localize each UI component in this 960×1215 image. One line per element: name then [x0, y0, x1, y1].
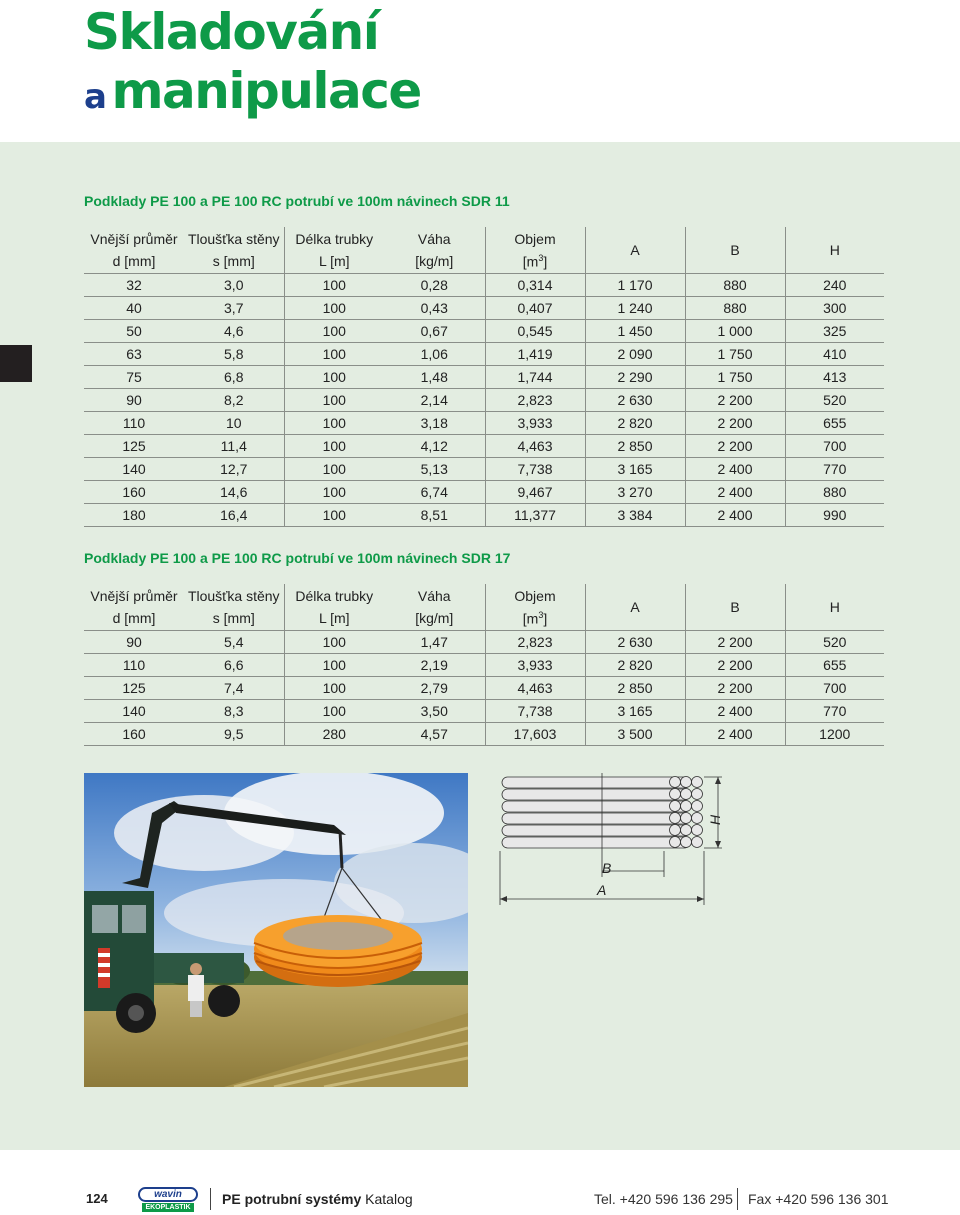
table-cell: 90	[84, 388, 184, 411]
header-cell-h: H	[785, 227, 884, 273]
header-cell: Objem	[485, 584, 585, 607]
table-cell: 3 384	[585, 503, 685, 526]
table-cell: 655	[785, 411, 884, 434]
table-cell: 3 165	[585, 699, 685, 722]
table-cell: 2 850	[585, 434, 685, 457]
table-cell: 100	[284, 388, 384, 411]
table-cell: 100	[284, 434, 384, 457]
table-cell: 1 170	[585, 273, 685, 296]
table-cell: 9,5	[184, 722, 284, 745]
table-cell: 14,6	[184, 480, 284, 503]
diagram-label-b: B	[602, 860, 612, 876]
table-row	[84, 273, 884, 296]
footer-fax: Fax +420 596 136 301	[748, 1191, 889, 1207]
table-cell: 7,4	[184, 676, 284, 699]
table-cell: 2,79	[384, 676, 485, 699]
footer-divider	[210, 1188, 211, 1210]
header-cell: Délka trubky	[284, 584, 384, 607]
header-cell: Tloušťka stěny	[187, 230, 280, 247]
table-cell: 8,3	[184, 699, 284, 722]
table-cell: 5,8	[184, 342, 284, 365]
table-cell: 3,933	[485, 653, 585, 676]
table-cell: 6,8	[184, 365, 284, 388]
table-cell: 110	[84, 411, 184, 434]
table-cell: 3,18	[384, 411, 485, 434]
table-cell: 300	[785, 296, 884, 319]
table-cell: 140	[84, 457, 184, 480]
table-row	[84, 630, 884, 653]
table-cell: 880	[685, 273, 785, 296]
title-line-2	[84, 62, 421, 126]
side-tab-marker	[0, 345, 32, 382]
table-cell: 1 240	[585, 296, 685, 319]
crane-truck-photo	[84, 773, 468, 1087]
table-cell: 520	[785, 388, 884, 411]
table-header-row-1	[84, 584, 884, 607]
table-cell: 240	[785, 273, 884, 296]
footer-divider	[737, 1188, 738, 1210]
table-cell: 0,43	[384, 296, 485, 319]
table-cell: 2,19	[384, 653, 485, 676]
table-cell: 2 850	[585, 676, 685, 699]
table-cell: 100	[284, 273, 384, 296]
table-cell: 100	[284, 699, 384, 722]
table-cell: 3,50	[384, 699, 485, 722]
table-cell: 100	[284, 480, 384, 503]
table-cell: 4,6	[184, 319, 284, 342]
table-cell: 0,314	[485, 273, 585, 296]
table-cell: 100	[284, 653, 384, 676]
table-cell: 1,744	[485, 365, 585, 388]
table-cell: 0,407	[485, 296, 585, 319]
table-cell: 5,4	[184, 630, 284, 653]
table-cell: 4,12	[384, 434, 485, 457]
header-cell: s [mm]	[184, 250, 284, 273]
header-cell: Objem	[485, 227, 585, 250]
unit-m: [m	[522, 253, 539, 270]
table-cell: 770	[785, 699, 884, 722]
table-cell: 100	[284, 503, 384, 526]
table-cell: 2 820	[585, 411, 685, 434]
table-cell: 280	[284, 722, 384, 745]
table-cell: 1,06	[384, 342, 485, 365]
logo-ekoplastik-text: EKOPLASTIK	[142, 1203, 194, 1212]
table-cell: 2 400	[685, 457, 785, 480]
table-cell: 2 630	[585, 630, 685, 653]
table-body	[84, 273, 884, 526]
title-line-2-text: manipulace	[111, 62, 421, 120]
header-cell: d [mm]	[84, 607, 184, 630]
header-cell-a: A	[585, 227, 685, 273]
table-cell: 11,4	[184, 434, 284, 457]
header-cell-b: B	[685, 584, 785, 630]
table-cell: 100	[284, 296, 384, 319]
table-cell: 8,2	[184, 388, 284, 411]
table-cell: 1 450	[585, 319, 685, 342]
table-cell: 100	[284, 457, 384, 480]
table-cell: 325	[785, 319, 884, 342]
table-row	[84, 411, 884, 434]
table-cell: 7,738	[485, 699, 585, 722]
table-cell: 520	[785, 630, 884, 653]
table-cell: 700	[785, 434, 884, 457]
header-cell: [kg/m]	[384, 250, 485, 273]
table-cell: 11,377	[485, 503, 585, 526]
table-cell: 75	[84, 365, 184, 388]
table-cell: 1 750	[685, 342, 785, 365]
table-cell: 2 200	[685, 388, 785, 411]
table-cell: 100	[284, 411, 384, 434]
table-cell: 100	[284, 365, 384, 388]
table-cell: 0,28	[384, 273, 485, 296]
table-row	[84, 365, 884, 388]
table-cell: 125	[84, 434, 184, 457]
table-cell: 990	[785, 503, 884, 526]
table-cell: 110	[84, 653, 184, 676]
table-cell: 1,47	[384, 630, 485, 653]
header-cell: [kg/m]	[384, 607, 485, 630]
table-cell: 2 820	[585, 653, 685, 676]
wavin-ekoplastik-logo	[138, 1187, 198, 1213]
table-row	[84, 434, 884, 457]
table-cell: 770	[785, 457, 884, 480]
table-cell: 90	[84, 630, 184, 653]
header-cell: L [m]	[284, 607, 384, 630]
page-title	[84, 0, 421, 126]
header-cell-b: B	[685, 227, 785, 273]
header-cell: s [mm]	[184, 607, 284, 630]
table-cell: 2 200	[685, 630, 785, 653]
table-cell: 1,419	[485, 342, 585, 365]
header-cell-h: H	[785, 584, 884, 630]
header-cell-a: A	[585, 584, 685, 630]
table-row	[84, 699, 884, 722]
sdr17-table	[84, 584, 884, 746]
table-cell: 2 200	[685, 434, 785, 457]
table-cell: 63	[84, 342, 184, 365]
table-cell: 2 290	[585, 365, 685, 388]
table-cell: 4,57	[384, 722, 485, 745]
table-cell: 17,603	[485, 722, 585, 745]
table-cell: 2,14	[384, 388, 485, 411]
unit-exponent: 3	[538, 609, 544, 620]
header-cell: Tloušťka stěny	[187, 587, 280, 604]
table-cell: 7,738	[485, 457, 585, 480]
table-row	[84, 342, 884, 365]
table-cell: 100	[284, 630, 384, 653]
table-cell: 160	[84, 480, 184, 503]
table-cell: 50	[84, 319, 184, 342]
table-row	[84, 388, 884, 411]
table-cell: 655	[785, 653, 884, 676]
table-cell: 880	[685, 296, 785, 319]
title-line-1: Skladování	[84, 3, 379, 61]
title-prefix-a: a	[84, 77, 106, 117]
catalog-bold-text: PE potrubní systémy	[222, 1191, 362, 1207]
table-cell: 6,6	[184, 653, 284, 676]
table-cell: 100	[284, 676, 384, 699]
header-cell-volume-unit	[485, 607, 585, 630]
table-row	[84, 676, 884, 699]
table-cell: 2 200	[685, 411, 785, 434]
table-cell: 3 270	[585, 480, 685, 503]
diagram-label-a: A	[597, 882, 607, 898]
header-cell: Váha	[417, 230, 451, 247]
table-cell: 3,7	[184, 296, 284, 319]
table-cell: 5,13	[384, 457, 485, 480]
table-cell: 1 750	[685, 365, 785, 388]
table-cell: 3 500	[585, 722, 685, 745]
unit-bracket: ]	[543, 610, 548, 627]
table-cell: 880	[785, 480, 884, 503]
table-row	[84, 296, 884, 319]
table-cell: 3,0	[184, 273, 284, 296]
catalog-label	[222, 1191, 413, 1207]
table-cell: 2 200	[685, 653, 785, 676]
table-cell: 160	[84, 722, 184, 745]
table-cell: 413	[785, 365, 884, 388]
table-cell: 2 400	[685, 699, 785, 722]
table-cell: 1 000	[685, 319, 785, 342]
header-cell: Vnější průměr	[90, 587, 178, 604]
section-2-title: Podklady PE 100 a PE 100 RC potrubí ve 100m návinech SDR 17	[84, 550, 511, 566]
header-cell: Váha	[417, 587, 451, 604]
table-cell: 0,545	[485, 319, 585, 342]
header-cell: Vnější průměr	[90, 230, 178, 247]
table-cell: 180	[84, 503, 184, 526]
table-cell: 140	[84, 699, 184, 722]
table-cell: 2,823	[485, 388, 585, 411]
header-cell-volume-unit	[485, 250, 585, 273]
table-cell: 8,51	[384, 503, 485, 526]
table-body	[84, 630, 884, 745]
unit-bracket: ]	[543, 253, 548, 270]
table-cell: 2 400	[685, 480, 785, 503]
header-cell: Délka trubky	[284, 227, 384, 250]
table-row	[84, 480, 884, 503]
table-cell: 2 200	[685, 676, 785, 699]
table-cell: 700	[785, 676, 884, 699]
sdr11-table	[84, 227, 884, 527]
table-row	[84, 722, 884, 745]
table-cell: 16,4	[184, 503, 284, 526]
header-cell: d [mm]	[84, 250, 184, 273]
table-row	[84, 457, 884, 480]
header-cell: L [m]	[284, 250, 384, 273]
diagram-label-h: H	[707, 814, 723, 825]
table-cell: 1200	[785, 722, 884, 745]
table-row	[84, 653, 884, 676]
table-cell: 9,467	[485, 480, 585, 503]
table-row	[84, 503, 884, 526]
logo-wavin-text: wavin	[138, 1187, 198, 1202]
table-cell: 2 400	[685, 503, 785, 526]
table-cell: 4,463	[485, 434, 585, 457]
table-cell: 4,463	[485, 676, 585, 699]
table-cell: 6,74	[384, 480, 485, 503]
section-1-title: Podklady PE 100 a PE 100 RC potrubí ve 100m návinech SDR 11	[84, 193, 510, 209]
table-cell: 32	[84, 273, 184, 296]
table-cell: 3 165	[585, 457, 685, 480]
table-cell: 1,48	[384, 365, 485, 388]
table-cell: 10	[184, 411, 284, 434]
table-cell: 100	[284, 319, 384, 342]
table-cell: 0,67	[384, 319, 485, 342]
footer-tel: Tel. +420 596 136 295	[594, 1191, 733, 1207]
coil-dimension-diagram	[490, 765, 740, 915]
catalog-rest-text: Katalog	[365, 1191, 413, 1207]
table-cell: 40	[84, 296, 184, 319]
table-cell: 2,823	[485, 630, 585, 653]
table-cell: 410	[785, 342, 884, 365]
table-cell: 2 400	[685, 722, 785, 745]
page-number: 124	[86, 1191, 108, 1206]
table-header-row-1	[84, 227, 884, 250]
table-cell: 2 630	[585, 388, 685, 411]
unit-exponent: 3	[538, 252, 544, 263]
table-cell: 2 090	[585, 342, 685, 365]
table-row	[84, 319, 884, 342]
table-cell: 100	[284, 342, 384, 365]
table-cell: 125	[84, 676, 184, 699]
table-cell: 12,7	[184, 457, 284, 480]
table-cell: 3,933	[485, 411, 585, 434]
unit-m: [m	[522, 610, 539, 627]
